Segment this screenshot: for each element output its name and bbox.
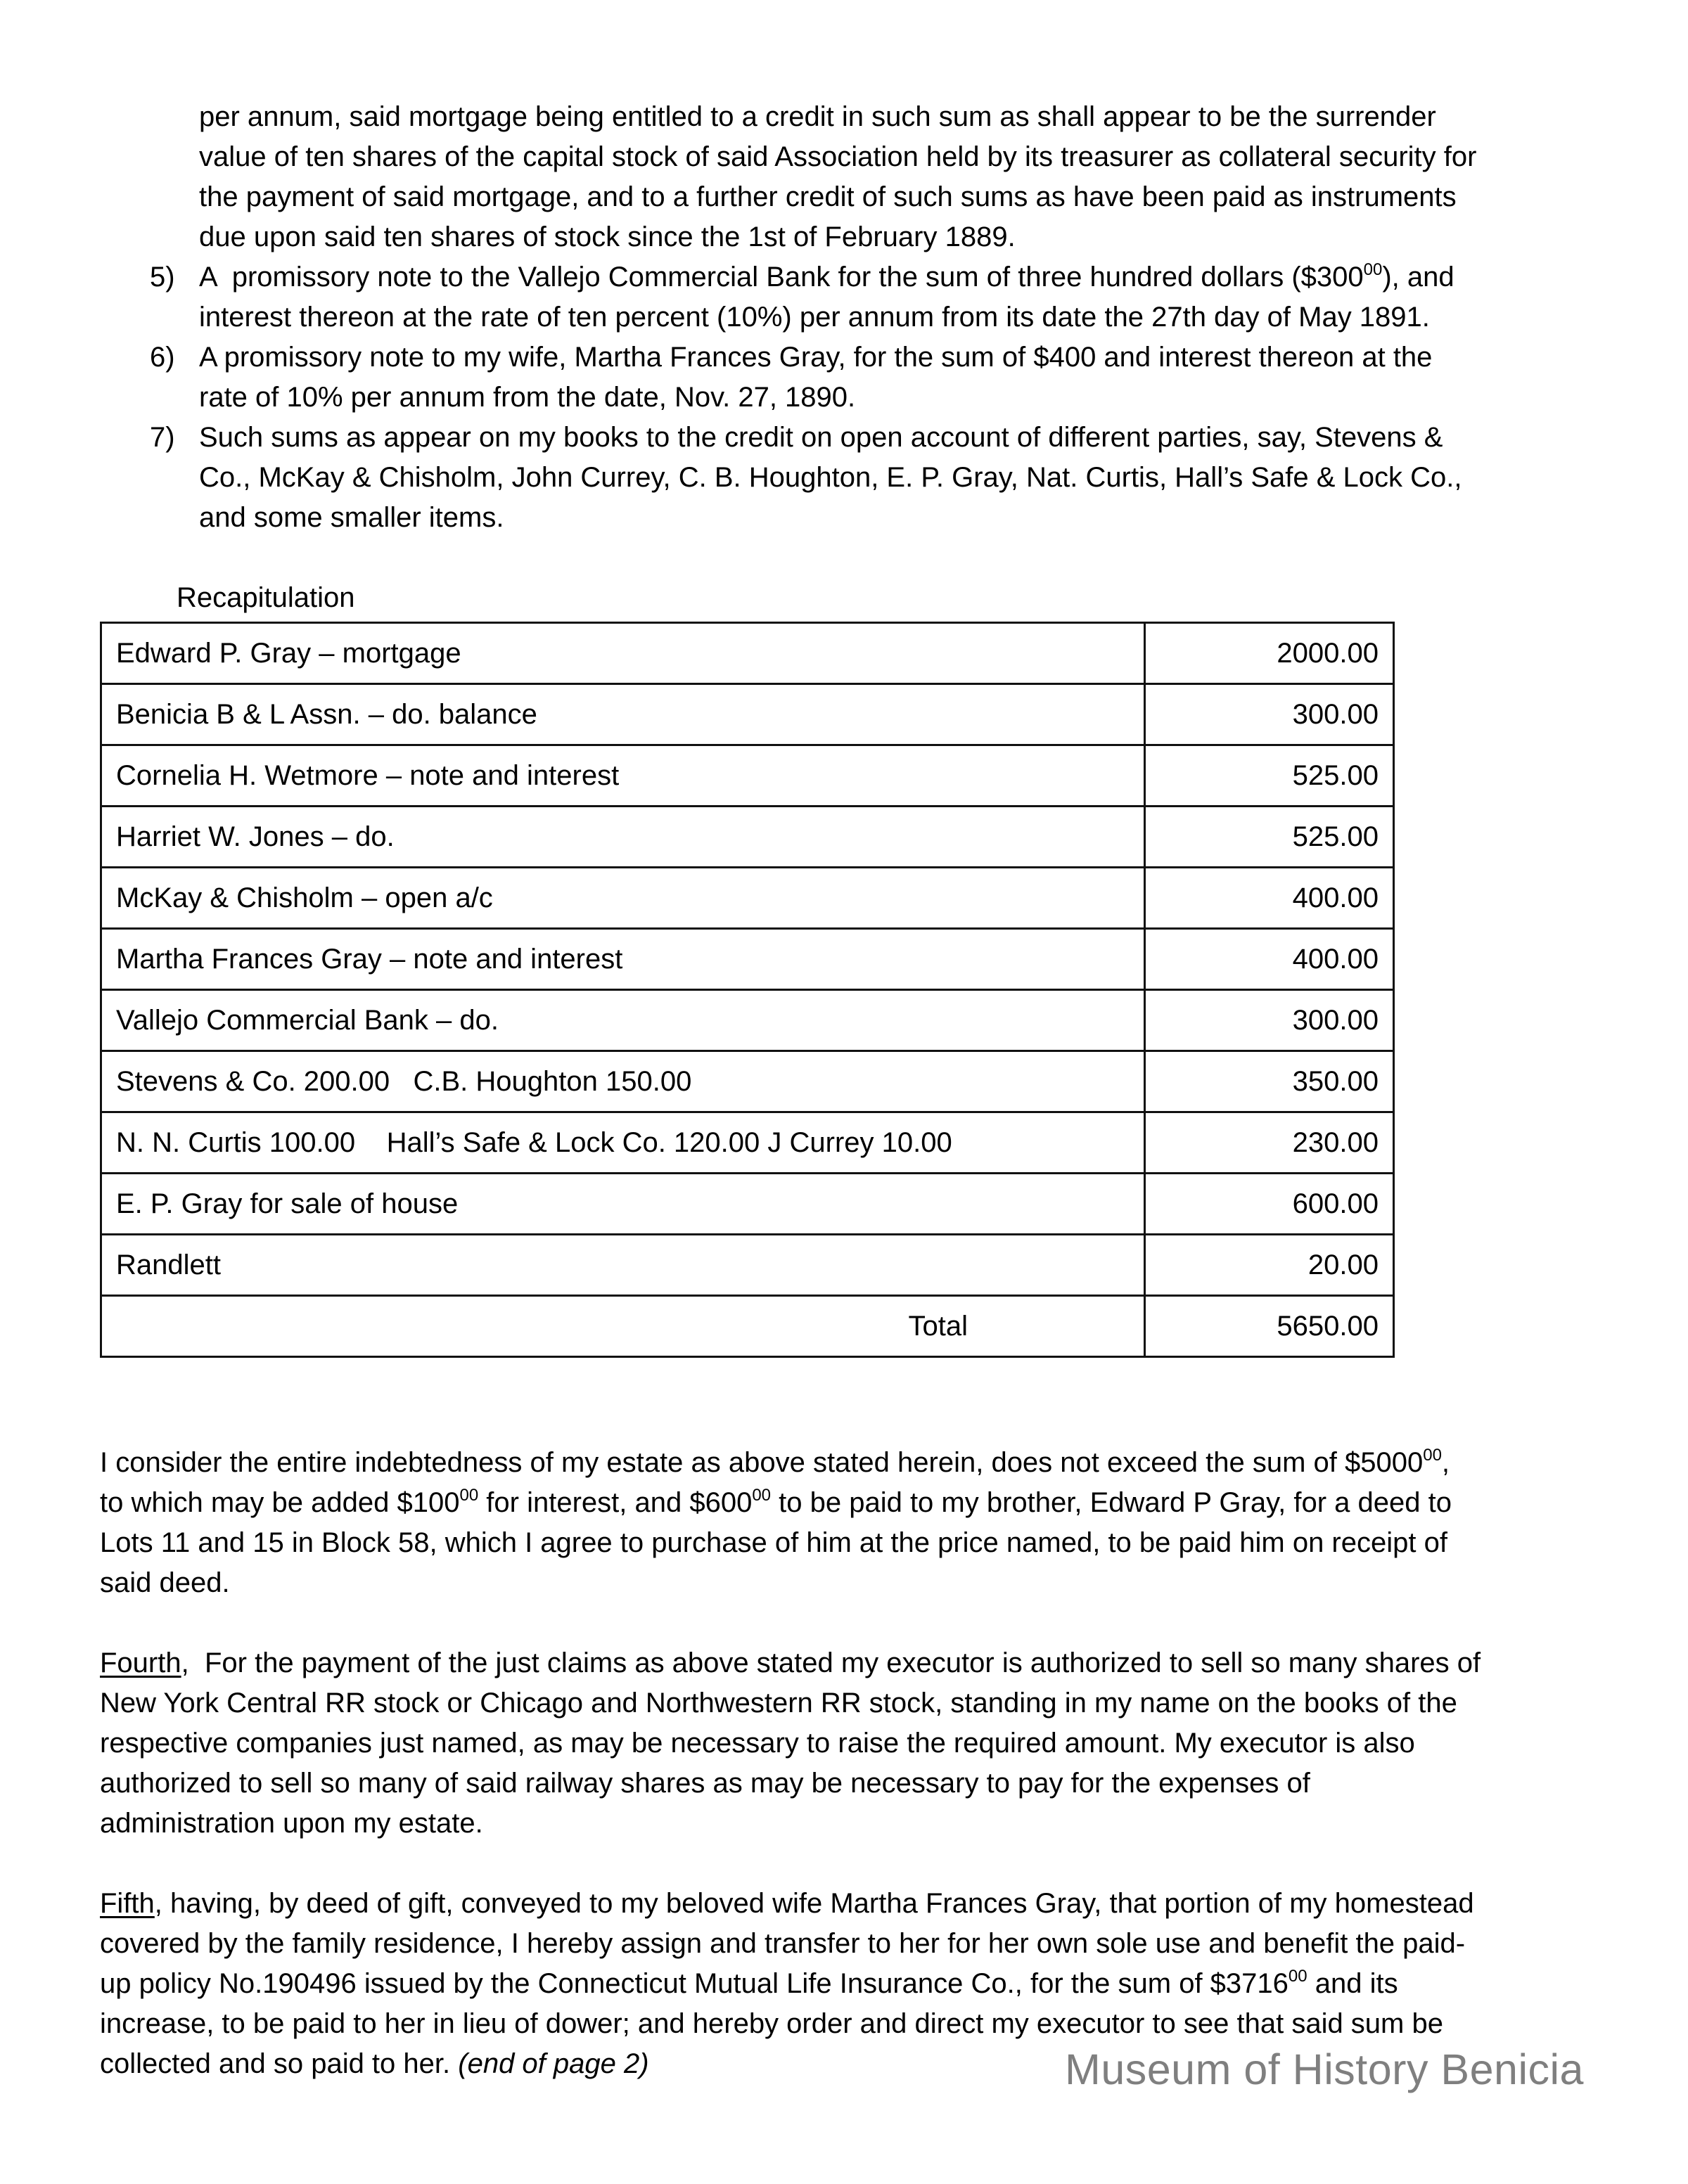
- text-line: Co., McKay & Chisholm, John Currey, C. B. Houghton, E. P. Gray, Nat. Curtis, Hall’s Safe & Lock Co.,: [199, 462, 1462, 493]
- row-description: Harriet W. Jones – do.: [101, 807, 1145, 868]
- row-description: Edward P. Gray – mortgage: [101, 623, 1145, 684]
- row-description: Randlett: [101, 1235, 1145, 1296]
- text-line: covered by the family residence, I hereby assign and transfer to her for her own sole use and benefit the paid-: [100, 1928, 1466, 1959]
- fourth-heading: Fourth: [100, 1647, 181, 1678]
- text-span: for interest, and $600: [478, 1487, 753, 1518]
- text-span: , For the payment of the just claims as above stated my executor is authorized to sell so many shares of: [181, 1647, 1481, 1678]
- row-amount: 350.00: [1145, 1051, 1394, 1112]
- row-amount: 20.00: [1145, 1235, 1394, 1296]
- text-span: ), and: [1382, 262, 1454, 293]
- row-description: Vallejo Commercial Bank – do.: [101, 990, 1145, 1051]
- superscript-cents: 00: [1363, 260, 1383, 279]
- text-line: A promissory note to my wife, Martha Frances Gray, for the sum of $400 and interest thereon at the: [199, 342, 1433, 373]
- table-row: [101, 1051, 1394, 1112]
- row-description: E. P. Gray for sale of house: [101, 1174, 1145, 1235]
- text-span: I consider the entire indebtedness of my estate as above stated herein, does not exceed the sum of $5000: [100, 1447, 1424, 1478]
- text-line: [100, 2044, 649, 2084]
- text-line: [100, 1443, 1450, 1483]
- superscript-cents: 00: [752, 1486, 772, 1505]
- recapitulation-title: Recapitulation: [177, 582, 355, 613]
- text-line: the payment of said mortgage, and to a further credit of such sums as have been paid as instruments: [199, 181, 1457, 212]
- text-line: Lots 11 and 15 in Block 58, which I agree to purchase of him at the price named, to be paid him on receipt of: [100, 1527, 1447, 1558]
- row-amount: 300.00: [1145, 990, 1394, 1051]
- text-line: interest thereon at the rate of ten percent (10%) per annum from its date the 27th day of May 1891.: [199, 302, 1430, 333]
- text-line: rate of 10% per annum from the date, Nov. 27, 1890.: [199, 382, 856, 413]
- text-span: to which may be added $100: [100, 1487, 460, 1518]
- text-line: increase, to be paid to her in lieu of dower; and hereby order and direct my executor to see that said sum be: [100, 2008, 1443, 2039]
- superscript-cents: 00: [459, 1486, 479, 1505]
- table-row: [101, 684, 1394, 745]
- row-description: Martha Frances Gray – note and interest: [101, 929, 1145, 990]
- row-description: Benicia B & L Assn. – do. balance: [101, 684, 1145, 745]
- text-line: [100, 1643, 1481, 1683]
- total-amount: 5650.00: [1145, 1296, 1394, 1357]
- text-span: and its: [1307, 1968, 1398, 1999]
- fifth-heading: Fifth: [100, 1888, 155, 1919]
- row-description: N. N. Curtis 100.00 Hall’s Safe & Lock Co. 120.00 J Currey 10.00: [101, 1112, 1145, 1174]
- table-row: [101, 807, 1394, 868]
- text-line: said deed.: [100, 1567, 230, 1598]
- list-number: 5): [150, 262, 175, 293]
- text-line: Such sums as appear on my books to the credit on open account of different parties, say, Stevens &: [199, 422, 1443, 453]
- superscript-cents: 00: [1423, 1446, 1442, 1465]
- row-description: Stevens & Co. 200.00 C.B. Houghton 150.00: [101, 1051, 1145, 1112]
- row-description: Cornelia H. Wetmore – note and interest: [101, 745, 1145, 807]
- text-line: respective companies just named, as may be necessary to raise the required amount. My executor is also: [100, 1728, 1415, 1759]
- text-line: [100, 1884, 1474, 1924]
- text-span: ,: [1441, 1447, 1450, 1478]
- table-row: [101, 745, 1394, 807]
- list-number: 6): [150, 342, 175, 373]
- text-line: per annum, said mortgage being entitled to a credit in such sum as shall appear to be the surrender: [199, 101, 1436, 132]
- row-amount: 2000.00: [1145, 623, 1394, 684]
- museum-watermark: Museum of History Benicia: [1065, 2045, 1584, 2093]
- text-line: [100, 1483, 1452, 1523]
- table-row: [101, 1112, 1394, 1174]
- table-row: [101, 1235, 1394, 1296]
- text-line: administration upon my estate.: [100, 1808, 483, 1839]
- total-row: [101, 1296, 1394, 1357]
- row-amount: 525.00: [1145, 745, 1394, 807]
- text-line: [199, 257, 1454, 297]
- row-amount: 230.00: [1145, 1112, 1394, 1174]
- row-amount: 300.00: [1145, 684, 1394, 745]
- text-span: , having, by deed of gift, conveyed to my beloved wife Martha Frances Gray, that portion of my homestead: [154, 1888, 1474, 1919]
- row-amount: 525.00: [1145, 807, 1394, 868]
- text-line: due upon said ten shares of stock since the 1st of February 1889.: [199, 221, 1016, 252]
- table-row: [101, 623, 1394, 684]
- text-span: collected and so paid to her.: [100, 2048, 459, 2079]
- recapitulation-table: [100, 622, 1395, 1358]
- row-description: McKay & Chisholm – open a/c: [101, 868, 1145, 929]
- row-amount: 400.00: [1145, 868, 1394, 929]
- text-line: authorized to sell so many of said railway shares as may be necessary to pay for the expenses of: [100, 1768, 1310, 1799]
- text-span: A promissory note to the Vallejo Commercial Bank for the sum of three hundred dollars ($300: [199, 262, 1364, 293]
- row-amount: 600.00: [1145, 1174, 1394, 1235]
- table-row: [101, 990, 1394, 1051]
- text-span: up policy No.190496 issued by the Connecticut Mutual Life Insurance Co., for the sum of $3716: [100, 1968, 1289, 1999]
- row-amount: 400.00: [1145, 929, 1394, 990]
- end-of-page-note: (end of page 2): [458, 2048, 649, 2079]
- table-row: [101, 929, 1394, 990]
- superscript-cents: 00: [1288, 1967, 1307, 1986]
- table-row: [101, 1174, 1394, 1235]
- table-row: [101, 868, 1394, 929]
- text-line: and some smaller items.: [199, 502, 504, 533]
- text-line: value of ten shares of the capital stock of said Association held by its treasurer as collateral security for: [199, 141, 1477, 172]
- text-line: New York Central RR stock or Chicago and Northwestern RR stock, standing in my name on the books of the: [100, 1688, 1457, 1719]
- total-label: Total: [101, 1296, 1145, 1357]
- list-number: 7): [150, 422, 175, 453]
- text-line: [100, 1964, 1398, 2004]
- text-span: to be paid to my brother, Edward P Gray, for a deed to: [771, 1487, 1452, 1518]
